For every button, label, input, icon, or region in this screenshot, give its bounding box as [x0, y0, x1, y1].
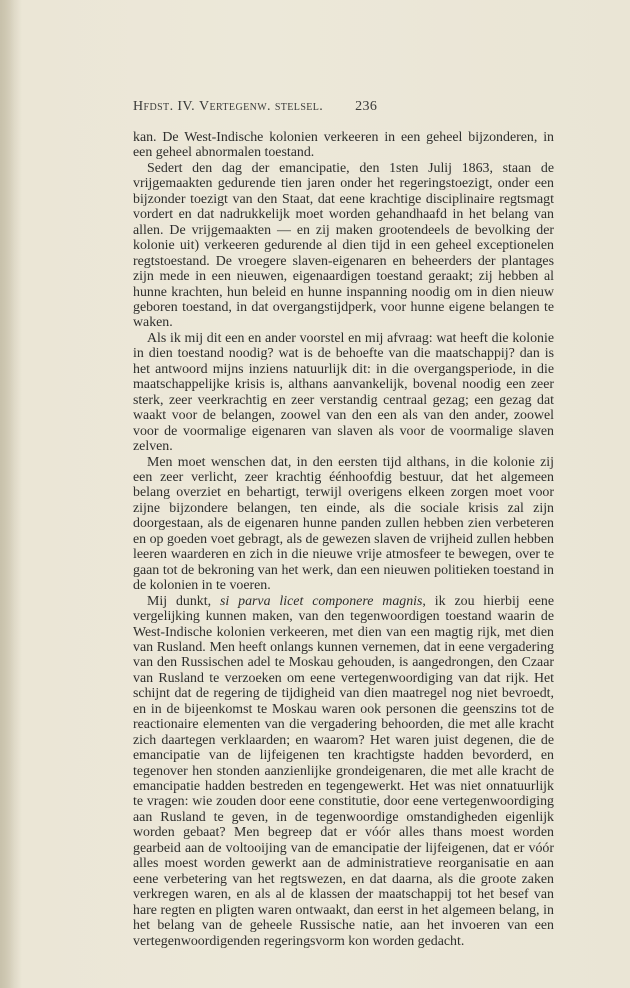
paragraph: Men moet wenschen dat, in den eersten tijd althans, in die kolonie zij een zeer verlicht, zeer krachtig éénhoofdig bestuur, dat het algemeen belang overziet en behartigt, terwijl overigens elkeen zorgen moet voor zijne bijzondere belangen, ten einde, als die sociale krisis zal zijn doorgestaan, als de eigenaren hunne panden zullen hebben zien verbeteren en op goeden voet gebragt, als de gewezen slaven de vrijheid zullen hebben leeren waarderen en zich in die nieuwe vrije atmosfeer te bewegen, over te gaan tot de bekroning van het werk, dan een nieuwen politieken toestand in de kolonien in te voeren.	[133, 454, 554, 594]
paragraph: kan. De West-Indische kolonien verkeeren in een geheel bijzonderen, in een geheel abnormalen toestand.	[133, 130, 554, 161]
paragraph: Als ik mij dit een en ander voorstel en mij afvraag: wat heeft die kolonie in dien toestand noodig? wat is de behoefte van die maatschappij? dan is het antwoord mijns inziens natuurlijk dit: in die overgangsperiode, in die maatschappelijke krisis is, althans aanvankelijk, bovenal noodig een zeer sterk, zeer veerkrachtig en zeer verstandig centraal gezag; een gezag dat waakt voor de belangen, zoowel van den een als van den ander, zoowel voor de voormalige eigenaren van slaven als voor de voormalige slaven zelven.	[133, 330, 554, 455]
chapter-label: Hfdst. IV.	[133, 99, 196, 114]
paragraph-text: , ik zou hierbij eene vergelijking kunnen maken, van den tegenwoordigen toestand waarin de West-Indische kolonien verkeeren, met dien van een magtig rijk, met dien van Rusland. Men heeft onlangs kunnen vernemen, dat in eene vergadering van den Russischen adel te Moskau gehouden, is aangedrongen, den Czaar van Rusland te verzoeken om eene vertegenwoordiging van dat rijk. Het schijnt dat de regering de tijdigheid van dien maatregel nog niet bevroedt, en in de bijeenkomst te Moskau waren ook personen die geenszins tot de reactionaire elementen van die vergadering behoorden, die met alle kracht zich daartegen verklaarden; en waarom? Het waren juist degenen, die de emancipatie van de lijfeigenen ten krachtigste hadden bevorderd, en tegenover hen stonden aanzienlijke grondeigenaren, die met alle kracht de emancipatie hadden bestreden en tegengewerkt. Het was niet onnatuurlijk te vragen: wie zouden door eene constitutie, door eene vertegenwoordiging aan Rusland te geven, in de tegenwoordige omstandigheden eigenlijk worden gebaat? Men begreep dat er vóór alles thans moest worden gearbeid aan de voltooijing van de emancipatie der lijfeigenen, dat er vóór alles moest worden gewerkt aan de administratieve reorganisatie en aan eene verbetering van het regtswezen, en dat daarna, als die groote zaken verkregen waren, en als al de klassen der maatschappij tot het besef van hare regten en pligten waren ontwaakt, dan eerst in het algemeen belang, in het belang van de geheele Russische natie, aan het invoeren van een vertegenwoordigenden regeringsvorm kon worden gedacht.	[133, 593, 554, 949]
paragraph: Sedert den dag der emancipatie, den 1sten Julij 1863, staan de vrijgemaakten gedurende tien jaren onder het regeringstoezigt, onder een bijzonder toezigt van den Staat, dat eene krachtige disciplinaire regtsmagt vordert en dat nadrukkelijk moet worden gehandhaafd in het belang van allen. De vrijgemaakten — en zij maken grootendeels de bevolking der kolonie uit) verkeeren gedurende al dien tijd in een geheel exceptionelen regtstoestand. De vroegere slaven-eigenaren en beheerders der plantages zijn mede in een nieuwen, eigenaardigen toestand geraakt; zij hebben al hunne krachten, hun beleid en hunne inspanning noodig om in dien nieuw geboren toestand, in dat overgangstijdperk, voor hunne eigene belangen te waken.	[133, 160, 554, 331]
running-header	[133, 99, 573, 115]
section-label: Vertegenw. stelsel.	[198, 99, 324, 114]
page-body	[133, 130, 554, 949]
latin-phrase: si parva licet componere magnis	[219, 593, 423, 609]
paragraph-text: Mij dunkt,	[147, 593, 212, 609]
paragraph	[133, 594, 554, 949]
page-number: 236	[355, 99, 378, 114]
binding-gutter	[0, 0, 22, 988]
